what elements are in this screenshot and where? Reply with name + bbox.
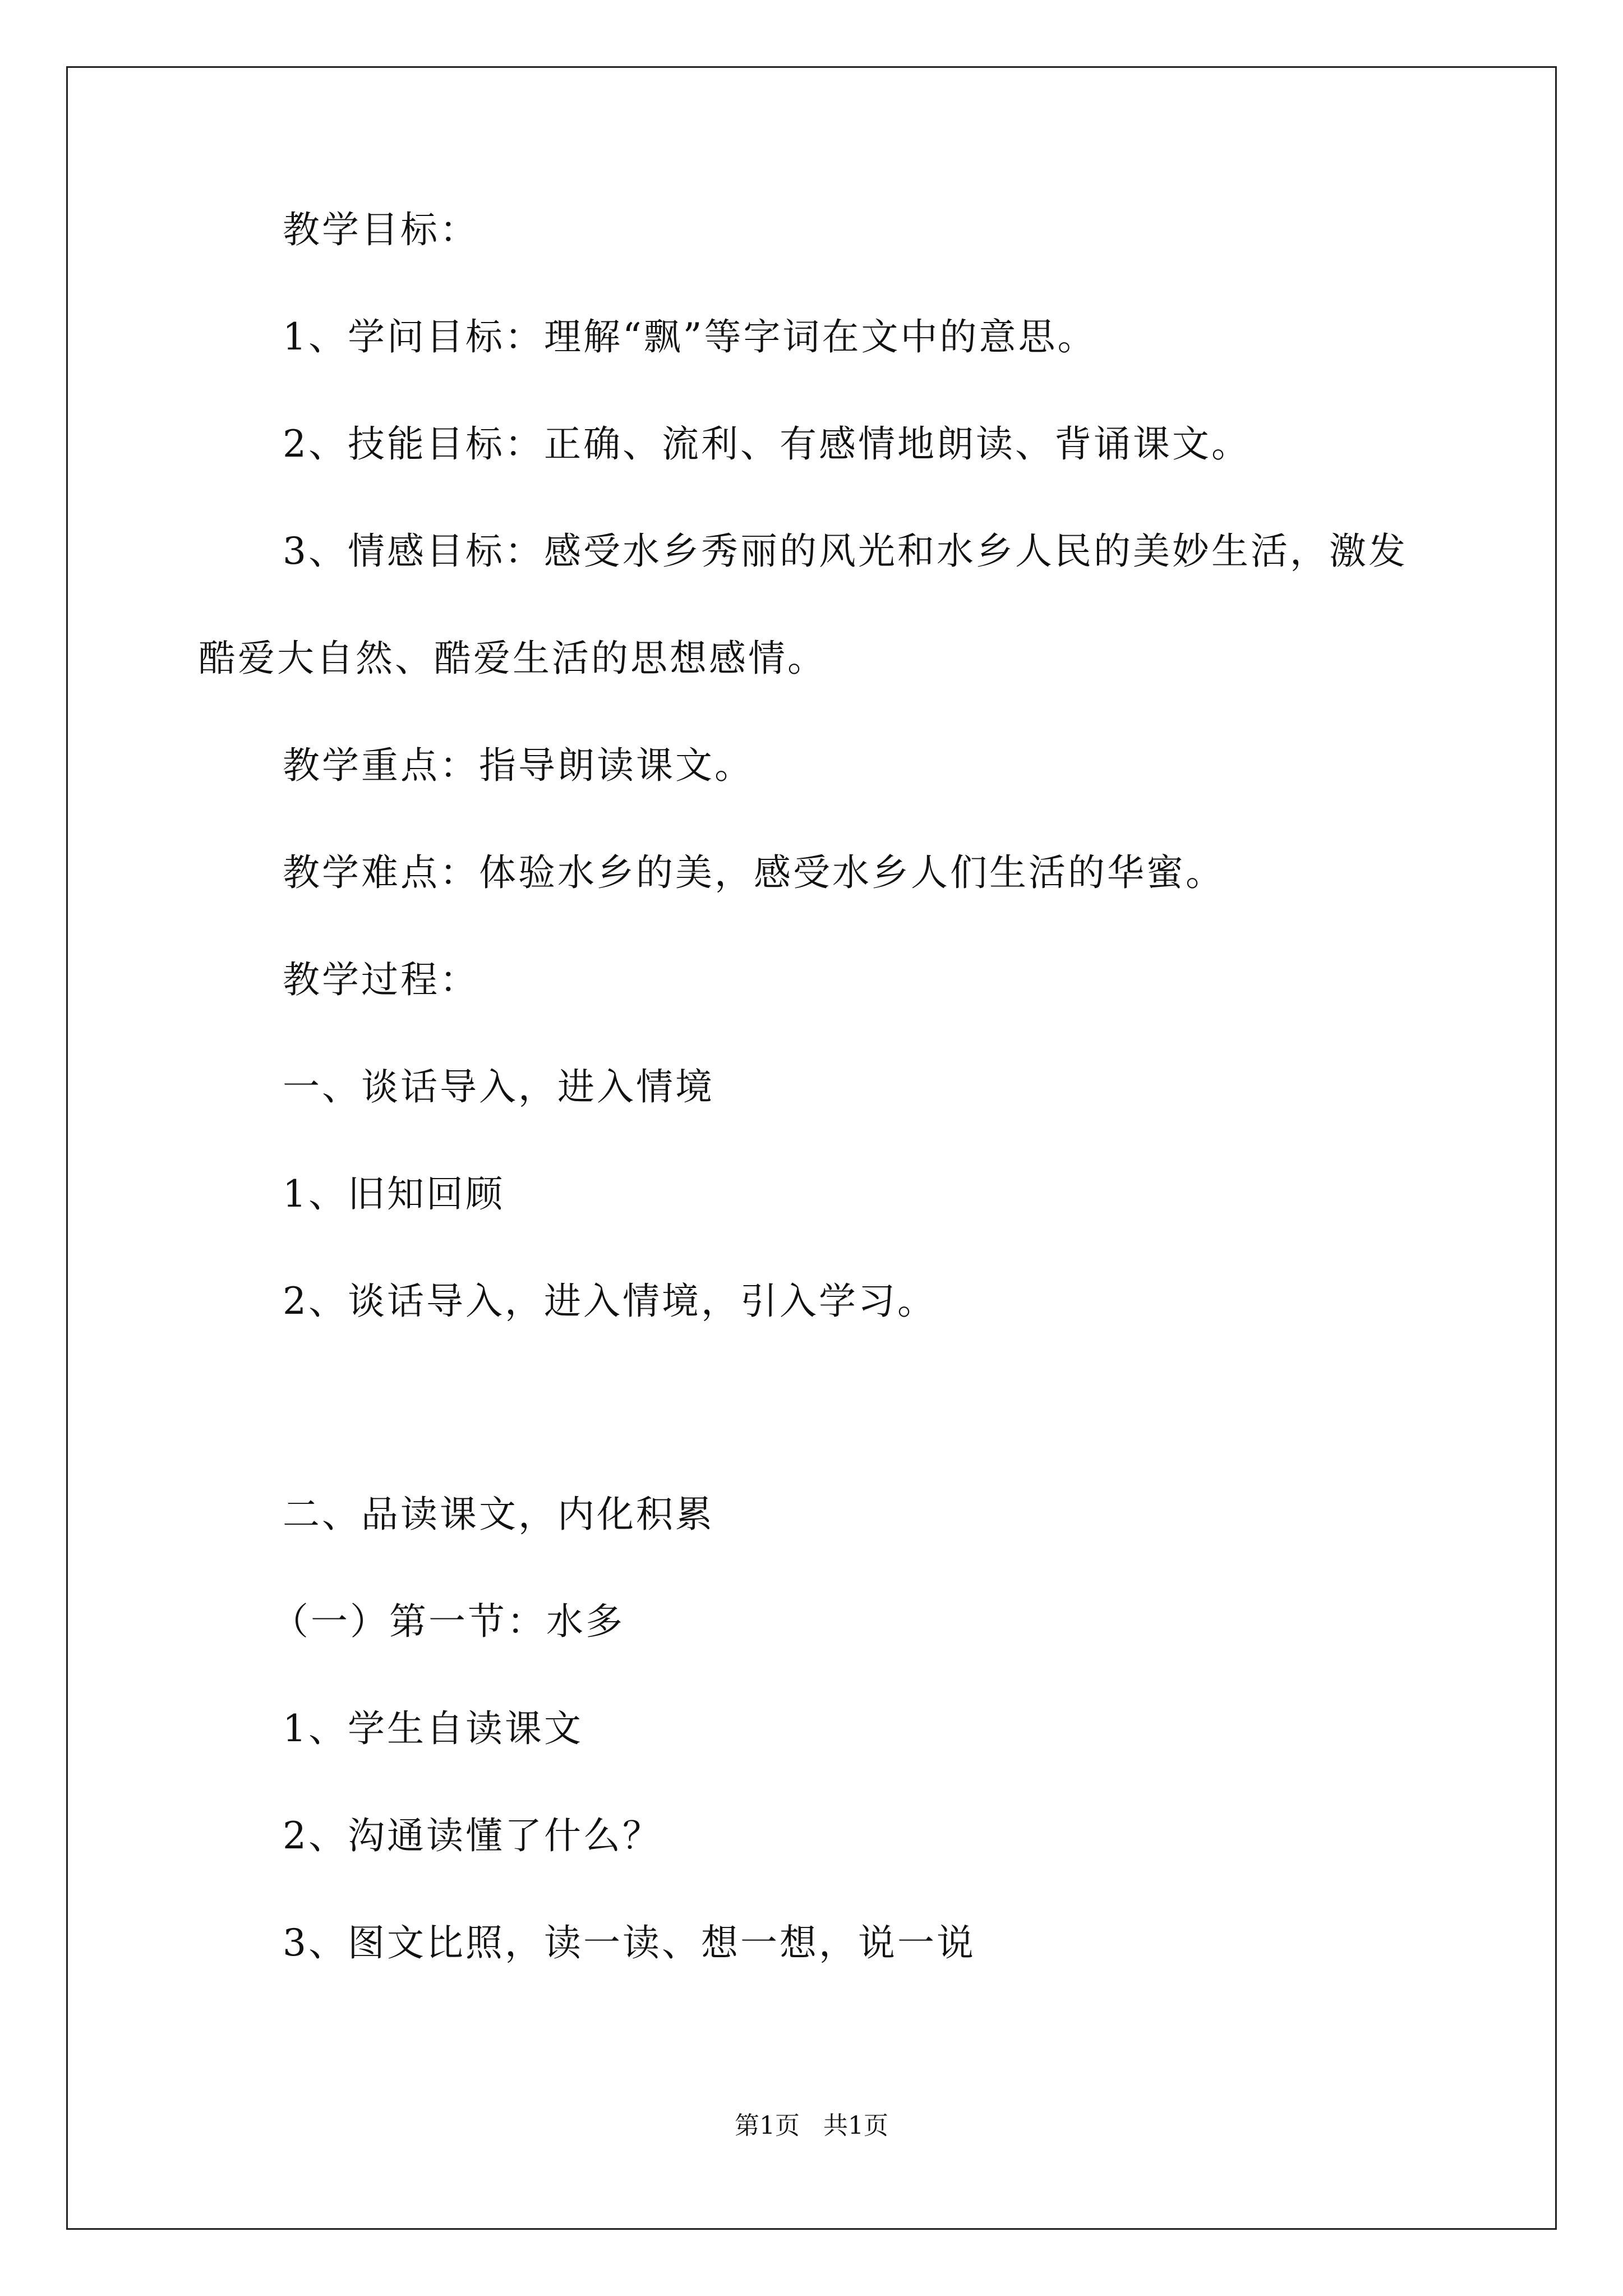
paragraph-line: 3、情感目标：感受水乡秀丽的风光和水乡人民的美妙生活，激发 bbox=[283, 530, 1408, 573]
subsection-heading: （一）第一节：水多 bbox=[271, 1600, 625, 1643]
paragraph-line: 1、学问目标：理解“飘”等字词在文中的意思。 bbox=[283, 315, 1097, 358]
section-heading-difficulty: 教学难点：体验水乡的美，感受水乡人们生活的华蜜。 bbox=[283, 851, 1225, 894]
paragraph-line: 1、旧知回顾 bbox=[283, 1172, 505, 1216]
page-number-footer: 第1页 共1页 bbox=[735, 2111, 888, 2140]
page-border bbox=[66, 66, 1557, 2230]
section-heading-key-point: 教学重点：指导朗读课文。 bbox=[283, 744, 754, 787]
paragraph-line: 3、图文比照，读一读、想一想，说一说 bbox=[283, 1921, 976, 1964]
section-heading-part-two: 二、品读课文，内化积累 bbox=[283, 1493, 714, 1536]
paragraph-line: 2、沟通读懂了什么？ bbox=[283, 1814, 662, 1857]
paragraph-line: 1、学生自读课文 bbox=[283, 1707, 583, 1750]
section-heading-objectives: 教学目标： bbox=[283, 208, 479, 251]
paragraph-line-continued: 酷爱大自然、酷爱生活的思想感情。 bbox=[199, 637, 827, 680]
section-heading-part-one: 一、谈话导入，进入情境 bbox=[283, 1065, 714, 1108]
paragraph-line: 2、谈话导入，进入情境，引入学习。 bbox=[283, 1280, 937, 1323]
paragraph-line: 2、技能目标：正确、流利、有感情地朗读、背诵课文。 bbox=[283, 422, 1251, 466]
section-heading-process: 教学过程： bbox=[283, 958, 479, 1001]
